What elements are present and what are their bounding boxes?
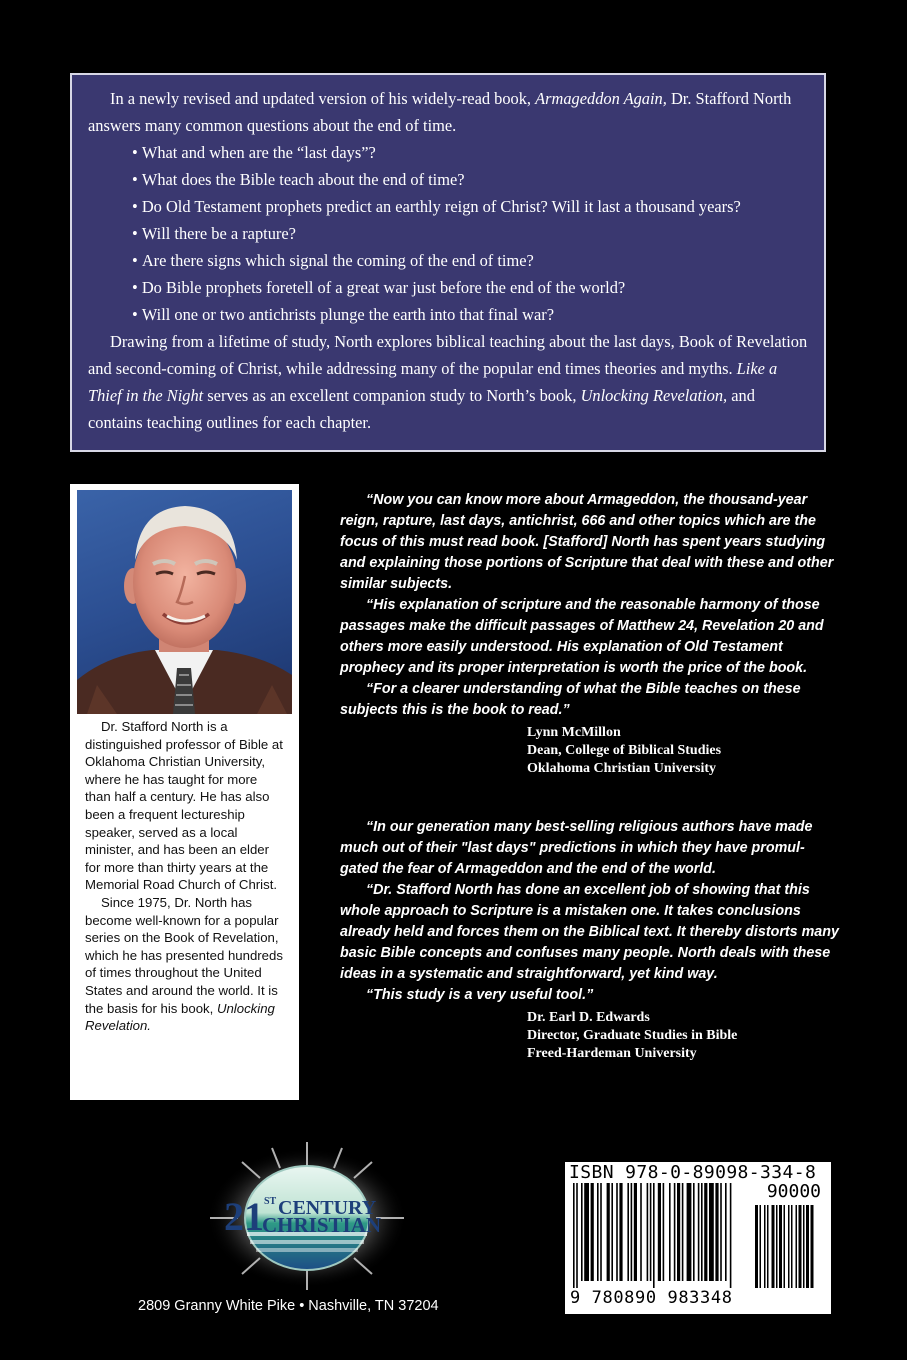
barcode-bar: [693, 1183, 695, 1281]
barcode-bar: [698, 1183, 700, 1281]
question-item: • What and when are the “last days”?: [132, 139, 808, 166]
bio-paragraph-2: [85, 894, 286, 1035]
barcode-bar: [650, 1183, 652, 1281]
bio-paragraph-1: Dr. Stafford North is a distinguished professor of Bible at Oklahoma Christian University, where he has taught for more than half a century. He has also been a frequent lectureship speaker, served as a local minister, and has been an elder for more than thirty years at the Memorial Road Church of Christ.: [85, 719, 283, 893]
barcode-bar: [682, 1183, 684, 1281]
barcode-addon-bar: [796, 1205, 798, 1288]
question-item: • Do Bible prophets foretell of a great war just before the end of the world?: [132, 274, 808, 301]
intro-text: In a newly revised and updated version of his widely-read book,: [110, 89, 536, 108]
barcode-addon-bar: [767, 1205, 769, 1288]
barcode-bar: [611, 1183, 613, 1281]
author-portrait-illustration: [77, 490, 292, 714]
barcode-bar: [663, 1183, 665, 1281]
barcode-bar: [631, 1183, 633, 1281]
question-item: • Are there signs which signal the coming of the end of time?: [132, 247, 808, 274]
question-item: • Will one or two antichrists plunge the earth into that final war?: [132, 301, 808, 328]
barcode-bar: [709, 1183, 714, 1281]
question-item: • Will there be a rapture?: [132, 220, 808, 247]
starburst-logo-icon: [202, 1140, 412, 1290]
barcode-bar: [640, 1183, 642, 1281]
barcode-bar: [619, 1183, 622, 1281]
author-panel: [70, 484, 299, 1100]
barcode-bar: [600, 1183, 602, 1281]
barcode-bar: [607, 1183, 610, 1281]
barcode-bar: [674, 1183, 676, 1281]
ean-number: 9 780890 983348: [570, 1288, 733, 1308]
barcode-addon-bar: [811, 1205, 814, 1288]
quote-paragraph: “Dr. Stafford North has done an excellent job of showing that this whole approach to Scripture is a mistaken one. It takes conclusions already held and forces them on the Biblical text. It thereby distorts many basic Bible concepts and confuses many people. North deals with these ideas in a systematic and straightforward, yet kind way.: [340, 882, 839, 982]
barcode-bar: [647, 1183, 649, 1281]
barcode-bar: [715, 1183, 718, 1281]
barcode-bar: [591, 1183, 594, 1281]
description-panel: [70, 73, 826, 452]
endorser-title: Director, Graduate Studies in Bible: [527, 1028, 738, 1043]
author-photo: [77, 490, 292, 714]
endorser-name: Lynn McMillon: [527, 725, 621, 740]
barcode-bar: [584, 1183, 589, 1281]
closing-text: Drawing from a lifetime of study, North explores biblical teaching about the last days, Book of Revelation and second-coming of Christ, while addressing many of the popular end times theories and myths.: [88, 332, 808, 378]
barcode-addon-bar: [776, 1205, 778, 1288]
quote-paragraph: “In our generation many best-selling religious authors have made much out of their "last days" predictions in which they have promul-gated the fear of Armageddon and the end of the world.: [340, 819, 813, 877]
logo-suffix: ST: [264, 1196, 277, 1207]
quote-paragraph: “Now you can know more about Armageddon, the thousand-year reign, rapture, last days, antichrist, 666 and other topics which are the focus of this must read book. [Stafford] North has spent years studying and explaining those portions of Scripture that deal with these and other similar subjects.: [340, 492, 834, 592]
isbn-barcode: [565, 1162, 831, 1314]
barcode-bar: [627, 1183, 629, 1281]
barcode-bar: [701, 1183, 703, 1281]
closing-text-end: and contains teaching outlines for each chapter.: [88, 386, 755, 432]
barcode-bar: [677, 1183, 680, 1281]
companion-book-title: Unlocking Revelation,: [580, 386, 728, 405]
barcode-addon-bar: [755, 1205, 758, 1288]
intro-text-end: Dr. Stafford North answers many common questions about the end of time.: [88, 89, 792, 135]
endorser-org: Oklahoma Christian University: [527, 761, 717, 776]
barcode-bar: [597, 1183, 599, 1281]
closing-book-title: Like a Thief in the Night: [88, 359, 778, 405]
barcode-bar: [669, 1183, 671, 1281]
barcode-bar: [658, 1183, 661, 1281]
barcode-bar: [634, 1183, 637, 1281]
barcode-bar: [653, 1183, 655, 1288]
endorser-org: Freed-Hardeman University: [527, 1046, 697, 1061]
question-list: [88, 139, 808, 328]
barcode-bar: [687, 1183, 692, 1281]
intro-book-title: Armageddon Again,: [535, 89, 667, 108]
author-bio: [77, 714, 292, 1035]
barcode-bar: [730, 1183, 732, 1288]
barcode-addon-bar: [788, 1205, 790, 1288]
barcode-addon-bar: [806, 1205, 809, 1288]
barcode-bar: [704, 1183, 707, 1281]
barcode-bar: [616, 1183, 618, 1281]
barcode-addon-bar: [760, 1205, 762, 1288]
barcode-addon-bar: [779, 1205, 782, 1288]
isbn-label: ISBN 978-0-89098-334-8: [569, 1162, 817, 1183]
closing-paragraph: [88, 328, 808, 436]
bio-paragraph-2-text: Since 1975, Dr. North has become well-known for a popular series on the Book of Revelation, which he has presented hundreds of times throughout the United States and around the world. It is the basis for his book,: [85, 894, 283, 1016]
intro-paragraph: [88, 85, 808, 139]
barcode-addon-bar: [803, 1205, 805, 1288]
quote-paragraph: “This study is a very useful tool.”: [366, 987, 594, 1003]
quote-attribution: [527, 721, 840, 778]
barcode-addon-bar: [772, 1205, 775, 1288]
endorsement-edwards: [340, 817, 840, 1063]
question-item: • Do Old Testament prophets predict an earthly reign of Christ? Will it last a thousand years?: [132, 193, 808, 220]
bio-book-title: Unlocking Revelation.: [85, 1000, 275, 1034]
endorsement-mcmillon: [340, 490, 840, 778]
barcode-addon-bar: [799, 1205, 802, 1288]
quote-paragraph: “For a clearer understanding of what the Bible teaches on these subjects this is the book to read.”: [340, 681, 801, 718]
endorser-title: Dean, College of Biblical Studies: [527, 743, 722, 758]
question-item: • What does the Bible teach about the end of time?: [132, 166, 808, 193]
quote-attribution: [527, 1006, 840, 1063]
closing-text-mid: serves as an excellent companion study to North’s book,: [203, 386, 581, 405]
publisher-address: 2809 Granny White Pike • Nashville, TN 37204: [138, 1298, 439, 1314]
barcode-bar: [573, 1183, 575, 1288]
barcode-addon-bar: [784, 1205, 786, 1288]
barcode-addon-bar: [764, 1205, 766, 1288]
barcode-bar: [576, 1183, 578, 1288]
barcode-bars: [571, 1183, 825, 1288]
price-code: 90000: [766, 1181, 821, 1202]
endorser-name: Dr. Earl D. Edwards: [527, 1010, 650, 1025]
quote-paragraph: “His explanation of scripture and the reasonable harmony of those passages make the difficult passages of Matthew 24, Revelation 20 and others more easily understood. His explanation of Old Testament prophecy and its proper interpretation is worth the price of the book.: [340, 597, 824, 676]
logo-christian: CHRISTIAN: [262, 1213, 382, 1237]
barcode-bar: [581, 1183, 583, 1281]
barcode-bar: [725, 1183, 727, 1281]
logo-number: 21: [224, 1194, 264, 1239]
barcode-bar: [720, 1183, 722, 1281]
publisher-logo: [202, 1140, 412, 1290]
logo-century: CENTURY: [278, 1197, 377, 1219]
barcode-addon-bar: [791, 1205, 793, 1288]
